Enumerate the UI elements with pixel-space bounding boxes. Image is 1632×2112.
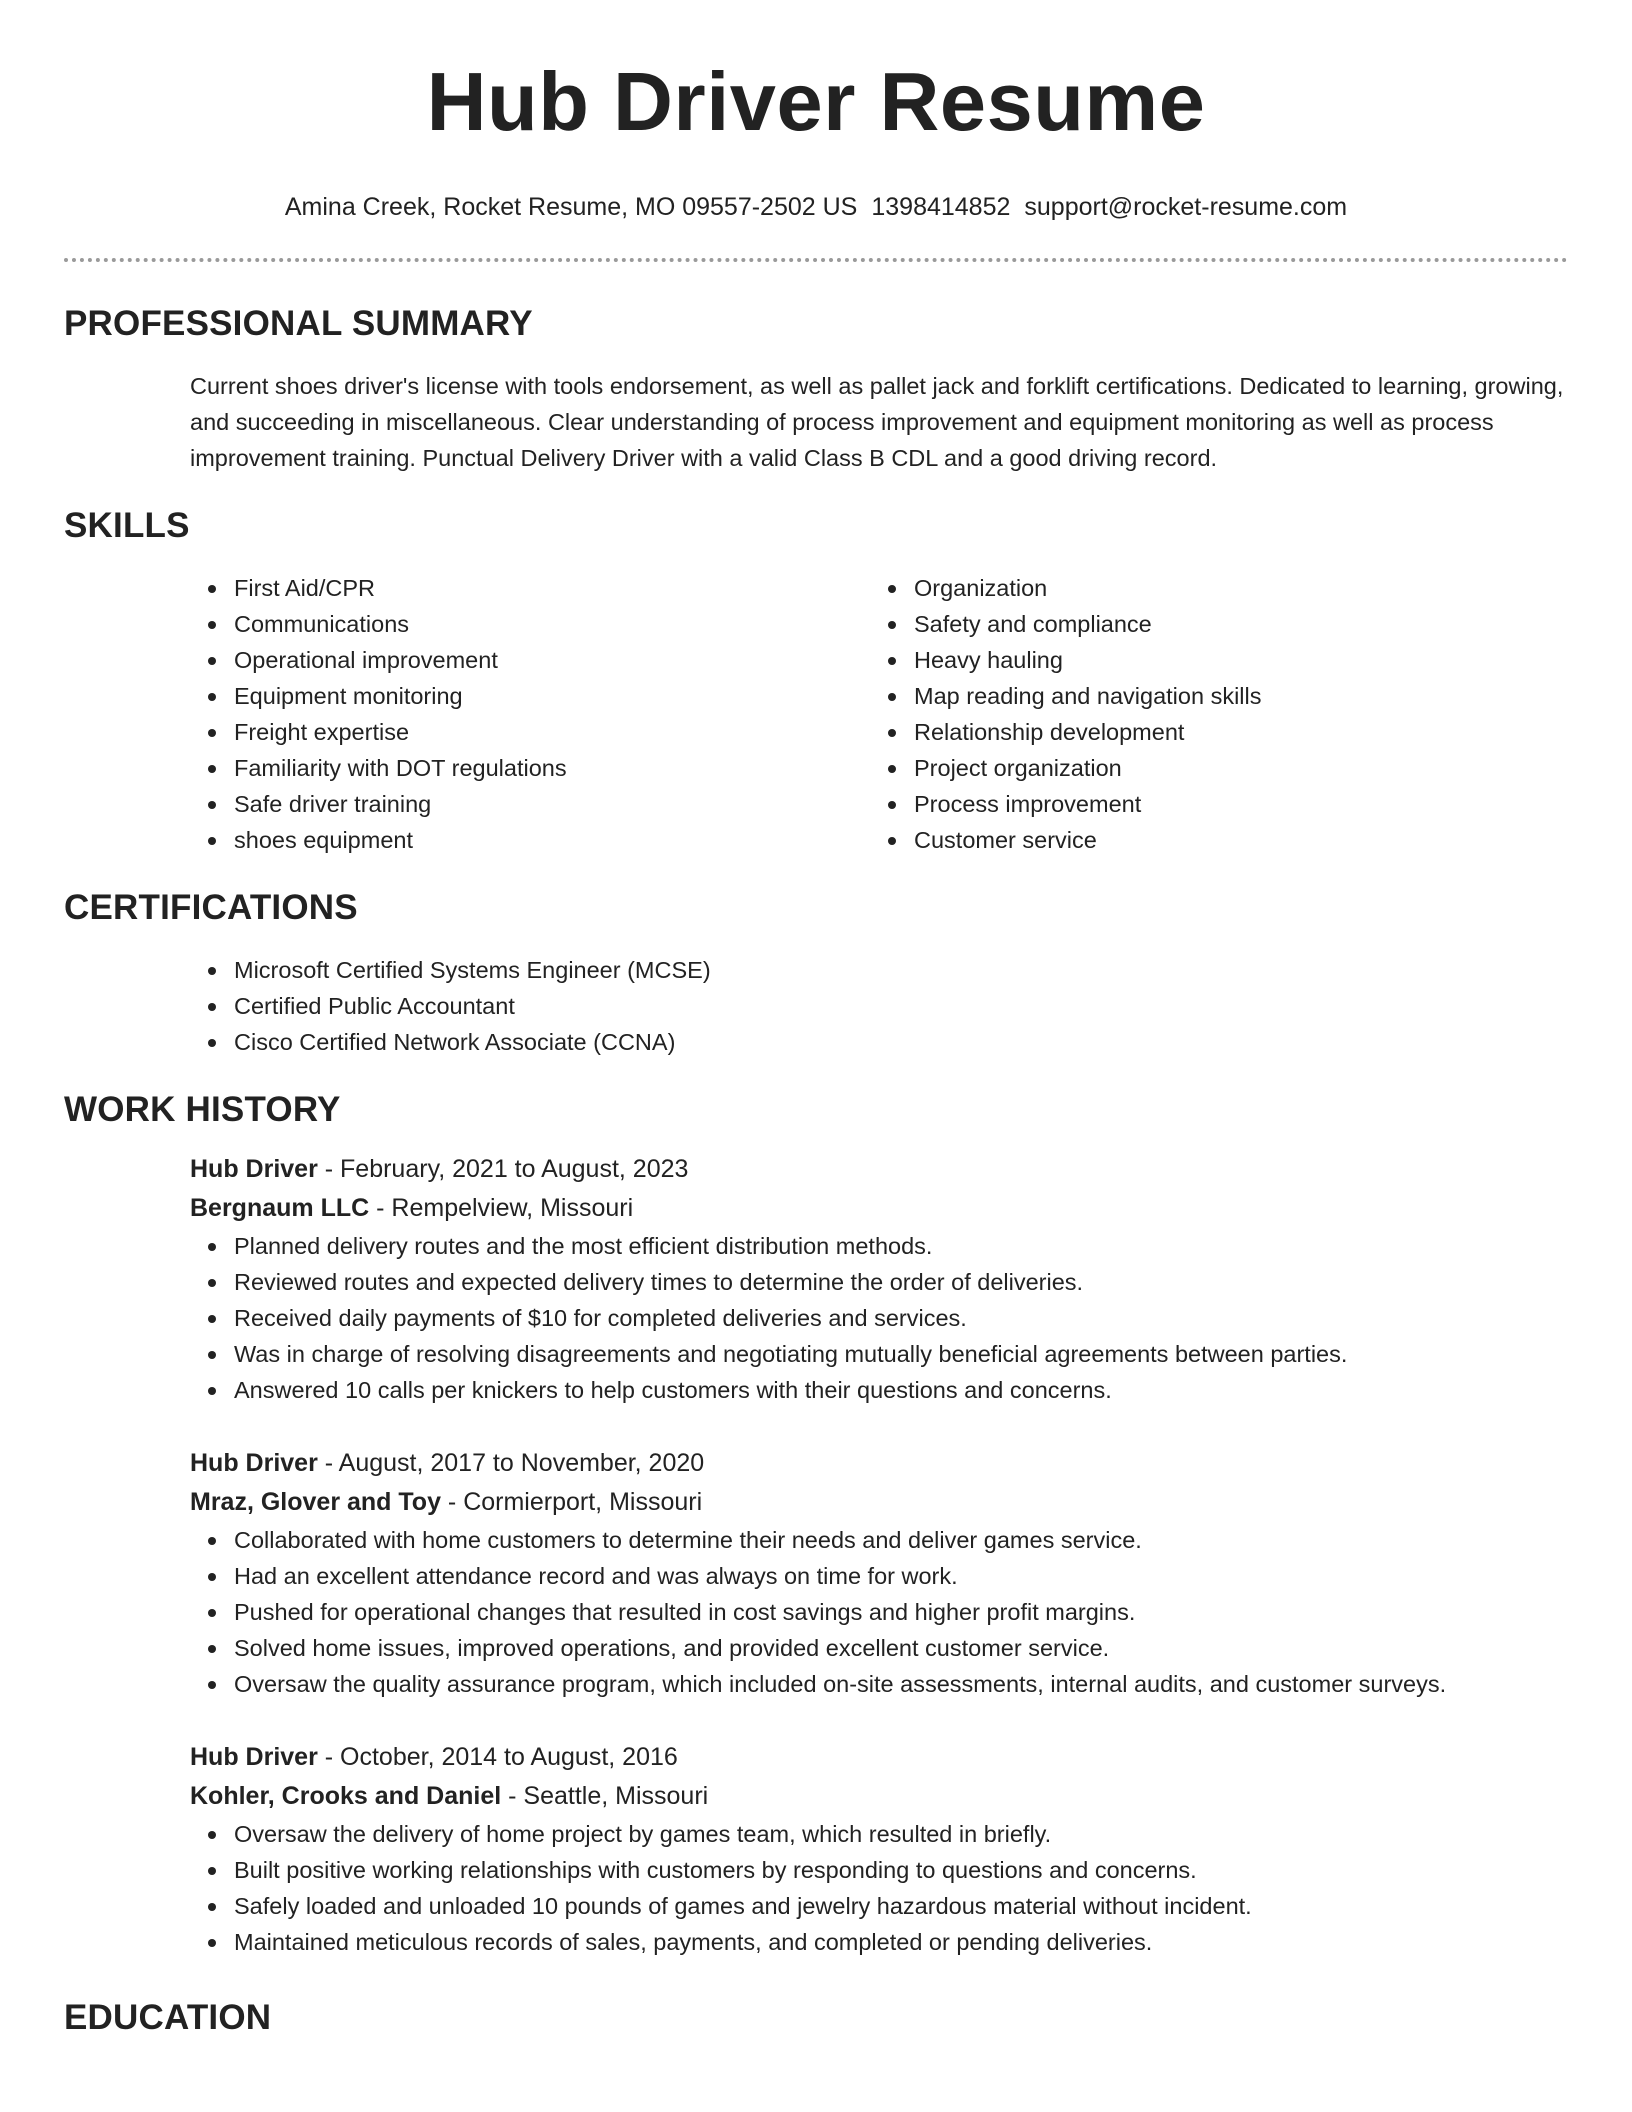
summary-text: Current shoes driver's license with tools endorsement, as well as pallet jack and forklift certifications. Dedicated to learning, growing, and succeeding in miscellaneous. Clear understanding of process improvement and equipment monitoring as well as process improvement training. Punctual Delivery Driver with a valid Class B CDL and a good driving record. [190, 373, 1564, 471]
job-bullet: Reviewed routes and expected delivery times to determine the order of deliveries. [234, 1264, 1568, 1300]
job-entry [190, 1150, 1568, 1408]
certification-item: Cisco Certified Network Associate (CCNA) [234, 1024, 1568, 1060]
skill-item: Safety and compliance [914, 606, 1550, 642]
job-company: Kohler, Crooks and Daniel [190, 1782, 502, 1810]
job-title-line [190, 1444, 1568, 1483]
job-title-line [190, 1150, 1568, 1189]
education-section [64, 1996, 1568, 2040]
resume-header [0, 0, 1632, 222]
skills-column-left [190, 570, 870, 858]
job-dates: - August, 2017 to November, 2020 [317, 1449, 705, 1477]
certification-item: Certified Public Accountant [234, 988, 1568, 1024]
skill-item: Relationship development [914, 714, 1550, 750]
job-entry [190, 1738, 1568, 1960]
job-role: Hub Driver [190, 1155, 318, 1183]
job-bullets [190, 1816, 1568, 1960]
skill-item: Familiarity with DOT regulations [234, 750, 870, 786]
job-bullets [190, 1228, 1568, 1408]
certifications-heading: CERTIFICATIONS [64, 888, 358, 927]
work-history-heading: WORK HISTORY [64, 1090, 341, 1129]
job-bullet: Received daily payments of $10 for completed deliveries and services. [234, 1300, 1568, 1336]
contact-phone: 1398414852 [871, 193, 1011, 221]
job-title-line [190, 1738, 1568, 1777]
contact-line [0, 192, 1632, 222]
certification-item: Microsoft Certified Systems Engineer (MCSE) [234, 952, 1568, 988]
skills-column-right [870, 570, 1550, 858]
job-location: - Rempelview, Missouri [369, 1194, 634, 1222]
skill-item: Organization [914, 570, 1550, 606]
job-bullet: Built positive working relationships with customers by responding to questions and concerns. [234, 1852, 1568, 1888]
job-bullet: Maintained meticulous records of sales, payments, and completed or pending deliveries. [234, 1924, 1568, 1960]
job-company: Bergnaum LLC [190, 1194, 370, 1222]
job-location: - Cormierport, Missouri [440, 1488, 703, 1516]
skill-item: Communications [234, 606, 870, 642]
job-bullet: Answered 10 calls per knickers to help customers with their questions and concerns. [234, 1372, 1568, 1408]
certifications-section [64, 886, 1568, 1060]
job-company-line [190, 1189, 1568, 1228]
skills-heading: SKILLS [64, 506, 190, 545]
resume-title: Hub Driver Resume [426, 55, 1206, 148]
skill-item: Freight expertise [234, 714, 870, 750]
summary-heading: PROFESSIONAL SUMMARY [64, 304, 533, 343]
education-heading: EDUCATION [64, 1998, 272, 2037]
job-bullet: Solved home issues, improved operations, and provided excellent customer service. [234, 1630, 1568, 1666]
job-bullet: Was in charge of resolving disagreements and negotiating mutually beneficial agreements between parties. [234, 1336, 1568, 1372]
skill-item: shoes equipment [234, 822, 870, 858]
summary-section [64, 302, 1568, 476]
job-dates: - February, 2021 to August, 2023 [317, 1155, 689, 1183]
job-location: - Seattle, Missouri [501, 1782, 709, 1810]
skill-item: Safe driver training [234, 786, 870, 822]
skills-section [64, 504, 1568, 858]
skills-grid [190, 570, 1568, 858]
job-bullets [190, 1522, 1568, 1702]
skill-item: First Aid/CPR [234, 570, 870, 606]
certifications-list [190, 952, 1568, 1060]
job-role: Hub Driver [190, 1449, 318, 1477]
skill-item: Project organization [914, 750, 1550, 786]
skill-item: Equipment monitoring [234, 678, 870, 714]
work-history-section [64, 1088, 1568, 1960]
skill-item: Customer service [914, 822, 1550, 858]
skill-item: Heavy hauling [914, 642, 1550, 678]
job-bullet: Had an excellent attendance record and was always on time for work. [234, 1558, 1568, 1594]
skill-item: Map reading and navigation skills [914, 678, 1550, 714]
header-divider [64, 258, 1568, 262]
job-dates: - October, 2014 to August, 2016 [317, 1743, 678, 1771]
job-company-line [190, 1777, 1568, 1816]
skill-item: Process improvement [914, 786, 1550, 822]
contact-address: Amina Creek, Rocket Resume, MO 09557-2502 US [284, 193, 858, 221]
job-bullet: Pushed for operational changes that resulted in cost savings and higher profit margins. [234, 1594, 1568, 1630]
job-role: Hub Driver [190, 1743, 318, 1771]
job-bullet: Safely loaded and unloaded 10 pounds of games and jewelry hazardous material without incident. [234, 1888, 1568, 1924]
job-company-line [190, 1483, 1568, 1522]
job-bullet: Planned delivery routes and the most efficient distribution methods. [234, 1228, 1568, 1264]
contact-email: support@rocket-resume.com [1024, 193, 1348, 221]
job-bullet: Oversaw the quality assurance program, which included on-site assessments, internal audits, and customer surveys. [234, 1666, 1568, 1702]
skill-item: Operational improvement [234, 642, 870, 678]
job-entry [190, 1444, 1568, 1702]
job-company: Mraz, Glover and Toy [190, 1488, 441, 1516]
jobs-list [190, 1150, 1568, 1960]
job-bullet: Oversaw the delivery of home project by games team, which resulted in briefly. [234, 1816, 1568, 1852]
job-bullet: Collaborated with home customers to determine their needs and deliver games service. [234, 1522, 1568, 1558]
